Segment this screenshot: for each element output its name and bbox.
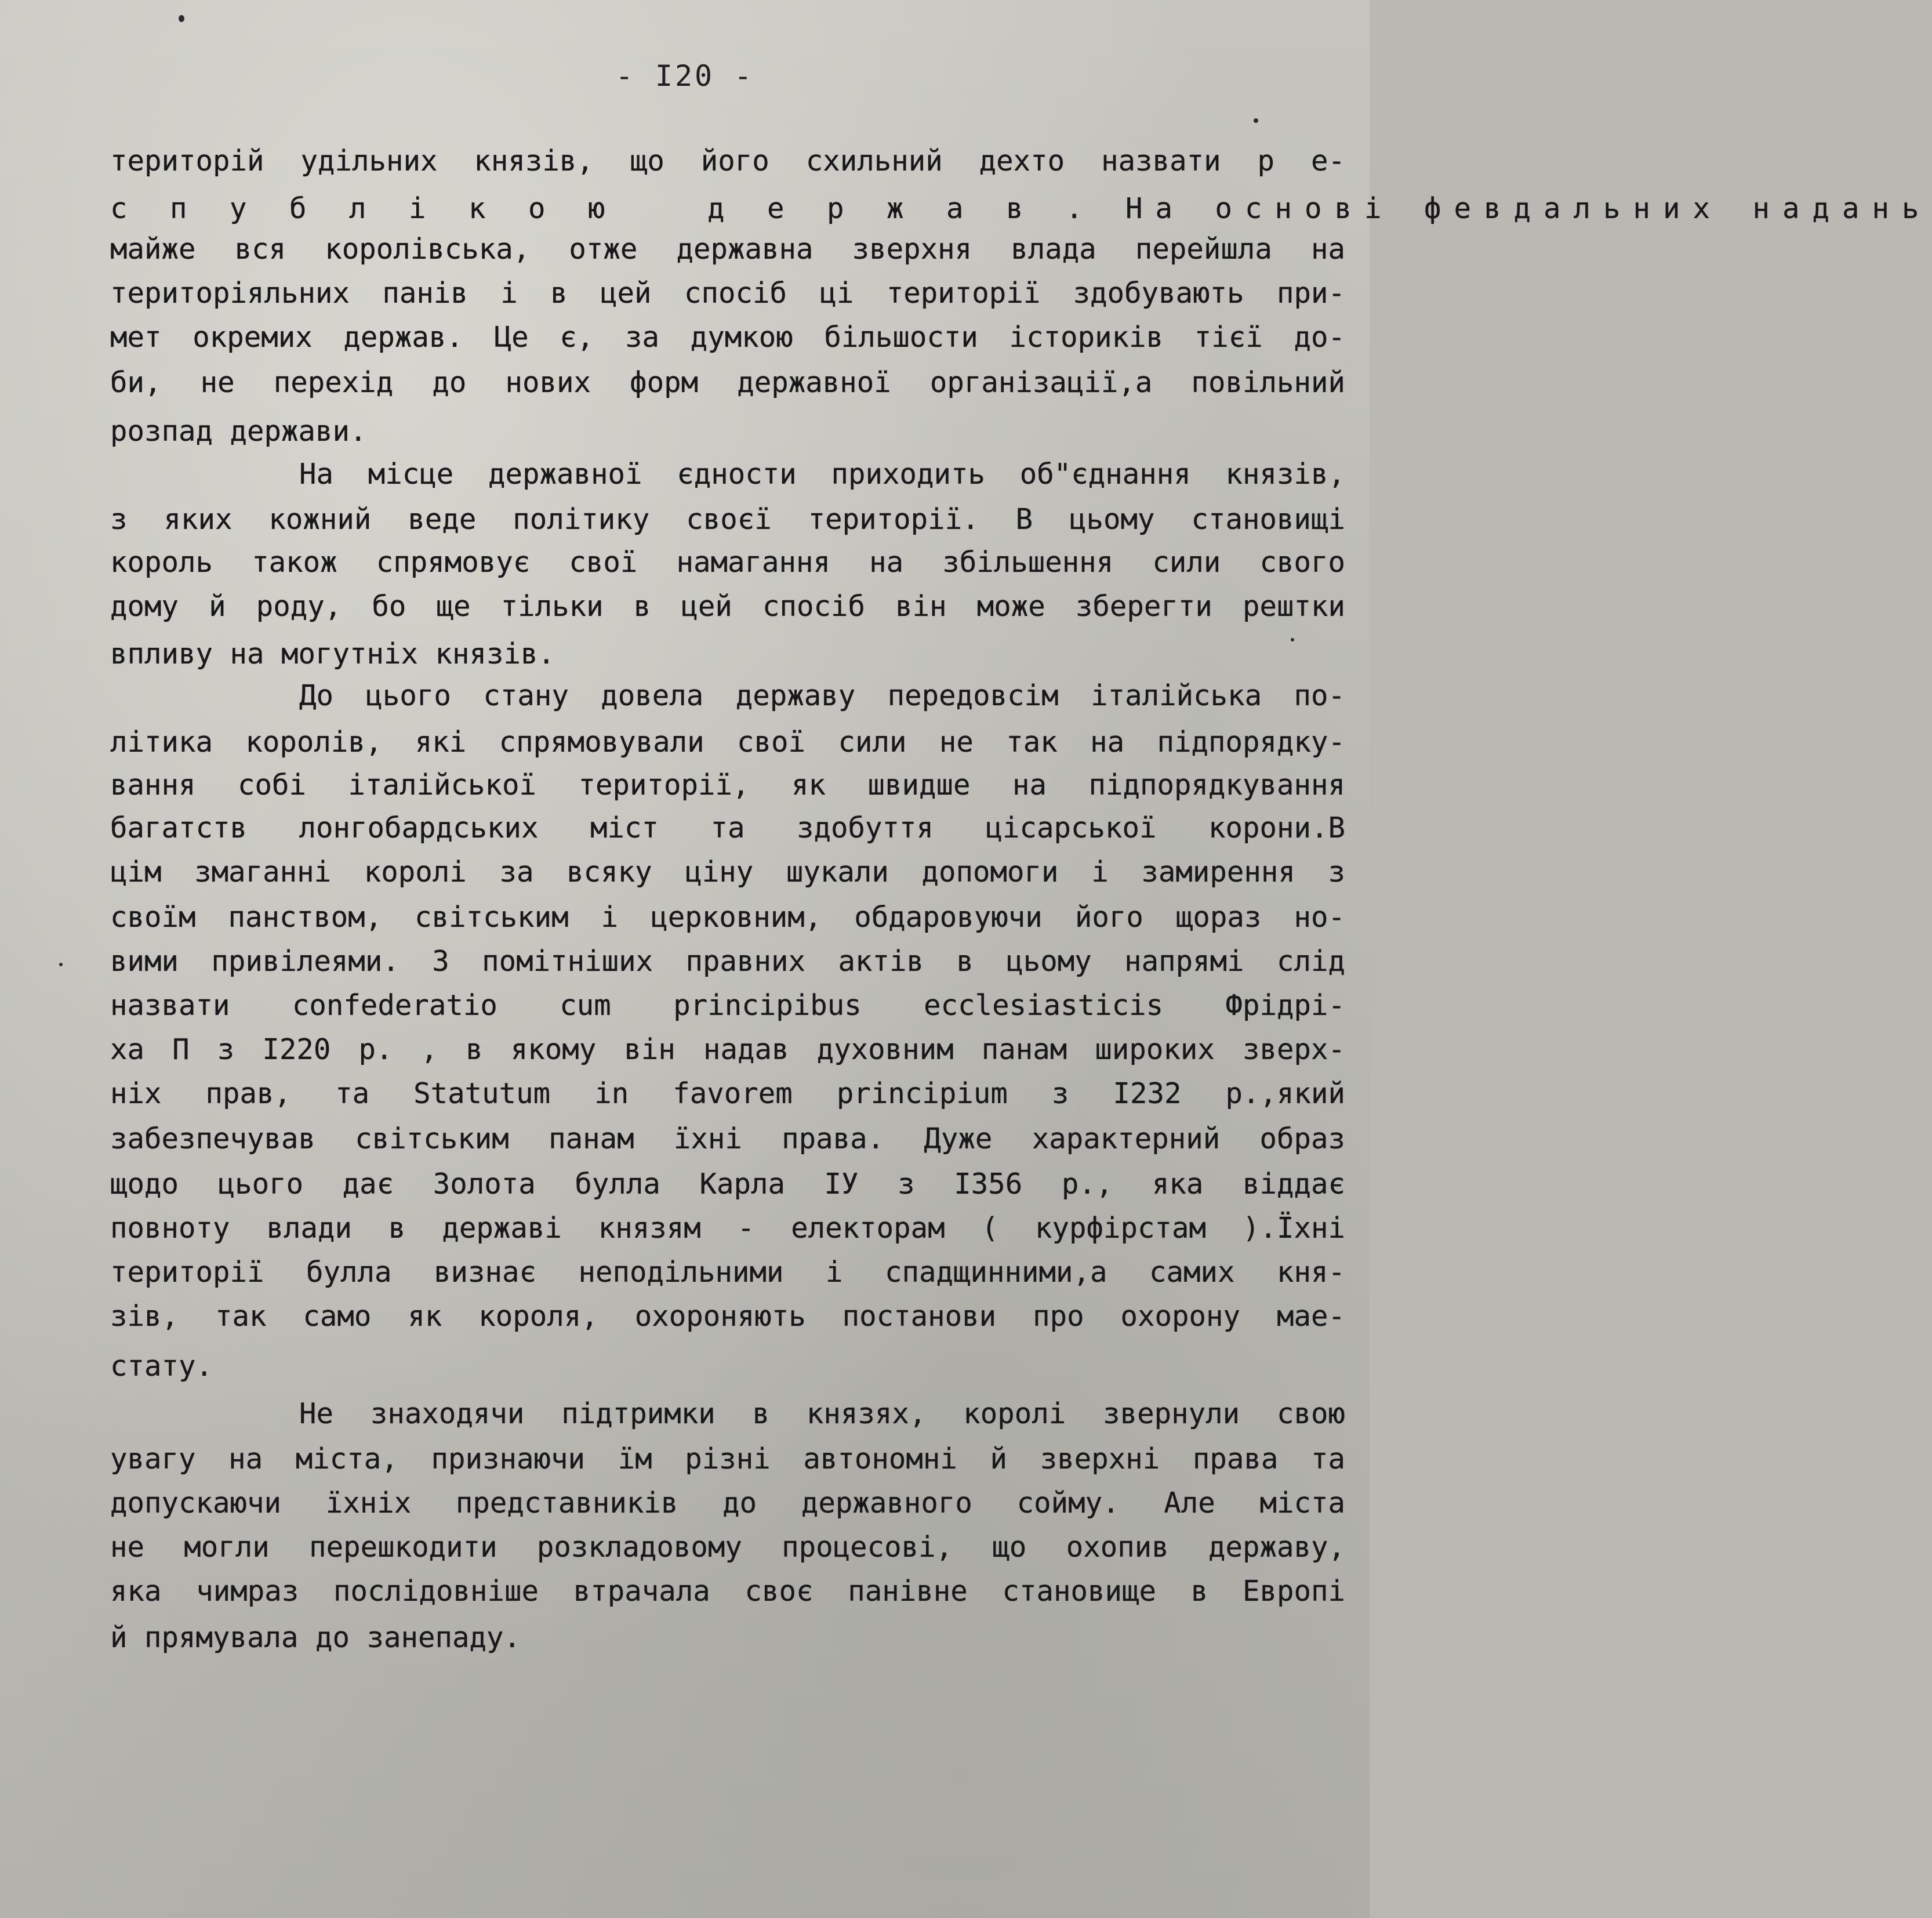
text-line: й прямувала до занепаду. <box>110 1621 521 1654</box>
text-line: допускаючи їхніх представників до державного сойму. Але міста <box>110 1486 1345 1520</box>
text-line: яка чимраз послідовніше втрачала своє панівне становище в Европі <box>110 1575 1345 1608</box>
text-line: територій удільних князів, що його схильний дехто назвати р е- <box>110 144 1345 177</box>
paragraph-first-line: Не знаходячи підтримки в князях, королі звернули свою <box>299 1397 1345 1430</box>
text-line: вими привілеями. З помітніших правних актів в цьому напрямі слід <box>110 945 1345 978</box>
text-line: стату. <box>110 1350 213 1383</box>
text-line: мет окремих держав. Це є, за думкою більшости істориків тієї до- <box>110 321 1345 354</box>
text-line: забезпечував світським панам їхні права. Дуже характерний образ <box>110 1122 1345 1155</box>
ink-speck <box>59 963 63 966</box>
paragraph-first-line: На місце державної єдности приходить об"єднання князів, <box>299 458 1345 491</box>
text-line: впливу на могутніх князів. <box>110 637 555 670</box>
text-line: розпад держави. <box>110 415 367 448</box>
text-line: цім змаганні королі за всяку ціну шукали допомоги і замирення з <box>110 855 1345 889</box>
text-line: увагу на міста, признаючи їм різні автономні й зверхні права та <box>110 1442 1345 1475</box>
text-line: майже вся королівська, отже державна зверхня влада перейшла на <box>110 233 1345 266</box>
ink-speck <box>179 15 184 22</box>
paragraph-first-line: До цього стану довела державу передовсім італійська по- <box>299 679 1345 712</box>
text-line: ха П з I220 р. , в якому він надав духовним панам широких зверх- <box>110 1033 1345 1066</box>
text-line: дому й роду, бо ще тільки в цей спосіб він може зберегти рештки <box>110 590 1345 623</box>
text-line: з яких кожний веде політику своєї території. В цьому становищі <box>110 503 1345 536</box>
text-line: багатств лонгобардських міст та здобуття цісарської корони.В <box>110 811 1345 844</box>
text-line: зів, так само як короля, охороняють постанови про охорону мае- <box>110 1300 1345 1333</box>
text-line: не могли перешкодити розкладовому процесові, що охопив державу, <box>110 1531 1345 1564</box>
text-line: своїм панством, світським і церковним, обдаровуючи його щораз но- <box>110 901 1345 934</box>
text-line: король також спрямовує свої намагання на збільшення сили свого <box>110 546 1345 579</box>
text-line: ніх прав, та Statutum in favorem principium з I232 р.,який <box>110 1077 1345 1110</box>
ink-speck <box>1254 118 1258 123</box>
text-line: території булла визнає неподільними і спадщинними,а самих кня- <box>110 1256 1345 1289</box>
page-number: - I20 - <box>615 59 754 93</box>
text-line: би, не перехід до нових форм державної організації,а повільний <box>110 366 1345 399</box>
text-line: вання собі італійської території, як швидше на підпорядкування <box>110 768 1345 802</box>
text-line: с п у б л і к о ю д е р ж а в . На основі февдальних надань <box>110 192 1932 225</box>
text-line: повноту влади в державі князям - електорам ( курфірстам ).Їхні <box>110 1212 1345 1245</box>
text-line: назвати confederatio cum principibus ecclesiasticis Фрідрі- <box>110 989 1345 1022</box>
text-line: територіяльних панів і в цей спосіб ці території здобувають при- <box>110 277 1345 310</box>
text-line: щодо цього дає Золота булла Карла ІУ з I356 р., яка віддає <box>110 1168 1345 1201</box>
text-line: літика королів, які спрямовували свої сили не так на підпорядку- <box>110 726 1345 759</box>
